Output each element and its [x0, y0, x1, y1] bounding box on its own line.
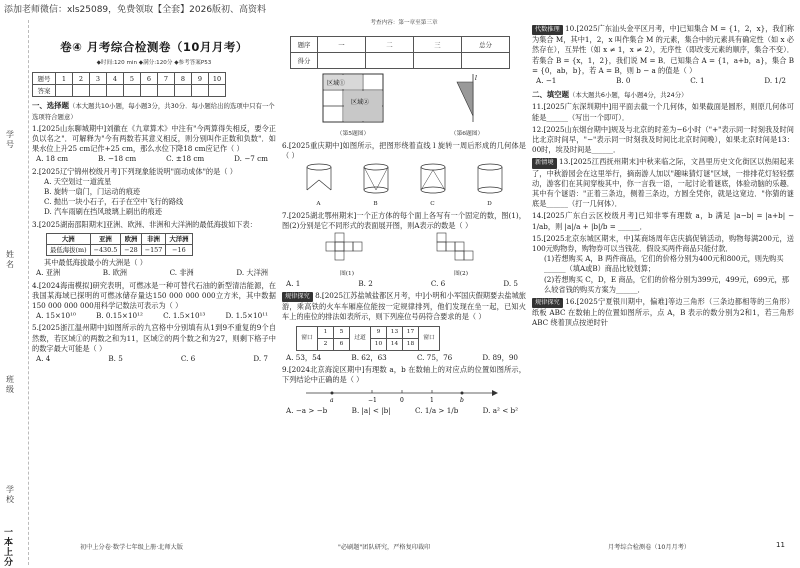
- score-cell[interactable]: [462, 53, 510, 69]
- grid-num: 6: [141, 73, 158, 85]
- answer-cell[interactable]: [141, 85, 158, 97]
- question-13: [532, 157, 794, 209]
- question-15-part1: (1)若想购买 A，B 两件商品，它们的价格分别为400元和800元，则先购买______（填A或B）商品比较划算；: [544, 254, 784, 274]
- option: D. −7 cm: [234, 154, 268, 164]
- option: D. 7: [253, 354, 268, 364]
- figures-5-6: [282, 73, 526, 139]
- score-head: 二: [366, 37, 414, 53]
- option: B. −18 cm: [98, 154, 137, 164]
- option: A. −a > −b: [286, 406, 328, 416]
- option: B. 0: [616, 76, 631, 86]
- option: A. 18 cm: [36, 154, 69, 164]
- option: A. −1: [536, 76, 557, 86]
- option: A. 15×10¹⁰: [36, 311, 76, 321]
- option: C. 1/a > 1/b: [415, 406, 459, 416]
- score-cell[interactable]: [366, 53, 414, 69]
- option: B. 欧洲: [102, 268, 127, 278]
- score-head: 总分: [462, 37, 510, 53]
- grid-num: 8: [175, 73, 192, 85]
- right-page: [532, 18, 794, 548]
- answer-cell[interactable]: [124, 85, 141, 97]
- fig6-caption: （第6题图）: [450, 131, 484, 137]
- question-3-tail: 其中最低海拔最小的大洲是（ ）: [44, 258, 147, 268]
- cube-net-2-figure: [431, 231, 491, 265]
- answer-cell[interactable]: [90, 85, 107, 97]
- question-6: 6.[2025重庆期中]如图所示，把图形绕着直线 l 旋转一周后形成的几何体是（ ）: [282, 141, 526, 161]
- question-3: 3.[2025湖南邵阳期末]亚洲、欧洲、非洲和大洋洲的最低海拔如下表：: [32, 219, 257, 229]
- question-14: 14.[2025广东白云区校级月考]已知非零有理数 a，b 满足 |a−b| = |a+b| − 1/ab，则 |a|/a + |b|/b = ______．: [532, 211, 794, 231]
- nine-grid-figure: [321, 72, 385, 126]
- top-banner: 添加老师微信：xls25089，免费领取【全套】2026版初、高资料: [4, 5, 267, 15]
- q10-options: [532, 76, 794, 86]
- seat-cell: 6: [334, 338, 350, 350]
- q3-options: [32, 268, 276, 278]
- option: D. 5: [503, 278, 518, 288]
- question-4: 4.[2024海南模拟]研究表明，可燃冰是一种可替代石油的新型清洁能源，在我国某海域已探明的可燃冰储存量达150 000 000 000立方米，其中数据150 000 000 000用科学记数法可表示为（ ）: [32, 280, 276, 311]
- option: D. a² < b²: [482, 406, 518, 416]
- option: D. 1/2: [764, 76, 786, 86]
- option: C. 6: [180, 354, 196, 364]
- option: D. 89，90: [482, 352, 518, 362]
- svg-text:l: l: [475, 74, 477, 82]
- seat-table: [296, 326, 440, 351]
- solid-c-figure: [416, 162, 450, 196]
- table-head: 非洲: [141, 233, 166, 244]
- section2-title: [532, 90, 794, 100]
- question-16: [532, 297, 794, 329]
- footer-right: 月考综合检测卷（10月月考）: [608, 544, 691, 551]
- margin-strip: [0, 20, 29, 568]
- solid-label: A: [316, 200, 321, 207]
- option: A. 1: [286, 278, 301, 288]
- option: A. 天空划过一道流星: [44, 176, 112, 186]
- region-2-label: 区域②: [351, 98, 370, 106]
- margin-label-school: 学校: [6, 485, 14, 504]
- axis-label: 1: [430, 397, 434, 404]
- question-1: 1.[2025山东聊城期中]刘徽在《九章算术》中注有"今两算得失相反，要令正负以名之"．可解释为"今有两数若其意义相反，则分别叫作正数和负数"．如果水位上升25 cm记作+25 cm，那么水位下降18 cm应记作（ ）: [32, 123, 276, 154]
- margin-brand: 一本上分: [4, 528, 14, 568]
- grid-num: 10: [209, 73, 226, 85]
- option: B. 62，63: [351, 352, 387, 362]
- question-10-text: 10.[2025广东汕头金平区月考，中]已知集合 M = {1，2，x}，我们称为集合 M，其中1，2，x 叫作集合 M 的元素，集合中的元素具有确定性（如 x 必然存在），互异性（如 x ≠ 1，x ≠ 2），无序性（即改变元素的顺序，集合不变）．若集合 B = {x，1，2}，我们说 M = B．已知集合 A = {1，a+b，a}，集合 B = {0，ab，b}，若 A = B，则 b − a 的值是（ ）: [532, 24, 794, 75]
- seat-cell: 13: [387, 326, 403, 338]
- answer-cell[interactable]: [209, 85, 226, 97]
- q1-options: [32, 154, 276, 164]
- seat-cell: 1: [318, 326, 334, 338]
- section2-note: （本大题共6小题，每小题4分，共24分）: [568, 91, 688, 100]
- section1-heading: 一、选择题: [32, 101, 69, 111]
- left-page: [32, 18, 276, 548]
- option: B. 旋转一扇门，门运动的痕迹: [44, 187, 141, 197]
- score-row-label: 得分: [291, 53, 318, 69]
- seat-cell: 2: [318, 338, 334, 350]
- margin-label-id: 学号: [6, 130, 14, 149]
- answer-cell[interactable]: [107, 85, 124, 97]
- net-label: 图(2): [453, 270, 468, 277]
- q13-tag: 新情境: [532, 158, 557, 168]
- seat-cell: 14: [387, 338, 403, 350]
- option: A. 4: [36, 354, 51, 364]
- axis-label: 0: [400, 397, 404, 404]
- score-head: 一: [318, 37, 366, 53]
- option: C. 6: [430, 278, 446, 288]
- option: C. 75，76: [416, 352, 453, 362]
- grid-num: 2: [73, 73, 90, 85]
- solid-a-figure: [302, 162, 336, 196]
- answer-cell[interactable]: [73, 85, 90, 97]
- question-16-text: 16.[2025宁夏银川期中，偏难]等边三角形（三条边都相等的三角形）纸板 ABC 在数轴上的位置如图所示，点 A，B 表示的数分别为2和1，若三角形 ABC 绕着顶点按逆时针: [532, 297, 794, 328]
- question-8: [282, 291, 526, 323]
- question-2: 2.[2025辽宁锦州校级月考]下列现象能说明"面动成体"的是（ ）: [32, 166, 237, 176]
- q10-tag: 代数推理: [532, 25, 563, 35]
- score-head: 三: [414, 37, 462, 53]
- grid-num: 1: [56, 73, 73, 85]
- region-1-label: 区域①: [327, 79, 346, 87]
- axis-label: −1: [368, 397, 377, 404]
- section1-note: （本大题共10小题，每小题3分，共30分．每小题给出的选项中只有一个选项符合题意）: [32, 102, 275, 121]
- option: D. 1.5×10¹¹: [225, 311, 268, 321]
- answer-cell[interactable]: [158, 85, 175, 97]
- table-head: 欧洲: [121, 233, 142, 244]
- option: B. 2: [358, 278, 373, 288]
- option: B. 0.15×10¹²: [96, 311, 143, 321]
- seat-cell: 9: [371, 326, 387, 338]
- number-line-figure: [302, 385, 502, 403]
- table-head: 大洋洲: [166, 233, 192, 244]
- table-cell: −16: [166, 245, 192, 256]
- q7-options: [282, 279, 526, 289]
- exam-meta: ◆时间:120 min ◆满分:120分 ◆参考答案P53: [96, 60, 212, 67]
- grid-num: 7: [158, 73, 175, 85]
- cube-net-1-figure: [317, 231, 377, 265]
- solid-label: C: [430, 200, 435, 207]
- option: B. |a| < |b|: [351, 406, 391, 416]
- window-label: 窗口: [419, 326, 440, 350]
- q5-options: [32, 354, 276, 364]
- rotation-figure: [447, 72, 487, 126]
- seat-cell: 10: [371, 338, 387, 350]
- solid-b-figure: [359, 162, 393, 196]
- question-8-text: 8.[2025江苏盐城盐都区月考，中]小明和小军国庆假期要去盐城旅游，乘高铁的火车车厢座位能按一定规律排列，他们发现在坐一起，已知火车上的座位的排法如表所示，则下列座位号码符合要求的是（ ）: [282, 291, 526, 322]
- grid-num: 5: [124, 73, 141, 85]
- question-7: 7.[2025湖北鄂州期末]一个正方体的每个面上各写有一个固定的数，图(1)，图(2)分别是它不同形式的表面展开图，则A表示的数是（ ）: [282, 211, 526, 231]
- score-head: 题序: [291, 37, 318, 53]
- question-15: 15.[2025北京东城区期末，中]某商场周年店庆搞促销活动，购物每满200元，送100元购物券，购物券可以当钱花．假设买两件商品只能付款．: [532, 233, 794, 254]
- seat-cell: 5: [334, 326, 350, 338]
- answer-cell[interactable]: [56, 85, 73, 97]
- answer-cell[interactable]: [175, 85, 192, 97]
- table-cell: −157: [141, 245, 166, 256]
- q16-tag: 规律探究: [532, 298, 563, 308]
- section2-heading: 二、填空题: [532, 90, 569, 100]
- middle-page: [282, 18, 526, 548]
- option: A. 亚洲: [36, 268, 61, 278]
- q8-tag: 规律探究: [282, 292, 313, 302]
- option: B. 5: [108, 354, 123, 364]
- question-12: 12.[2025山东烟台期中]规及与北京的时差为−6小时（"+"表示同一时刻我及时间比北京时间早，"−"表示同一时刻我及时间比北京时间晚），如果北京时间是13：00时，埃及时间是______．: [532, 124, 794, 155]
- altitude-table: [46, 233, 193, 256]
- seat-cell: 17: [403, 326, 419, 338]
- option: C. 非洲: [169, 268, 194, 278]
- question-9: 9.[2024北京海淀区期中]有理数 a，b 在数轴上的对应点的位置如图所示，下列结论中正确的是（ ）: [282, 364, 526, 385]
- exam-title: 卷④ 月考综合检测卷（10月月考）: [60, 40, 248, 54]
- footer-left: 初中上分卷·数学七年级上册·北师大版: [80, 544, 183, 551]
- question-11: 11.[2025广东深圳期中]用平面去截一个几何体，如果截面是圆形，则原几何体可能是______（写出一个即可）．: [532, 102, 794, 122]
- table-head: 亚洲: [90, 233, 121, 244]
- question-15-part2: (2)若想购买 C，D，E 商品，它们的价格分别为399元，499元，699元，那么较省钱的购买方案为______．: [544, 274, 789, 294]
- option: D. 汽车雨刷在挡风玻璃上刷出的痕迹: [44, 207, 162, 217]
- margin-label-name: 姓名: [6, 250, 14, 269]
- option: A. 53，54: [286, 352, 322, 362]
- margin-label-class: 班级: [6, 375, 14, 394]
- score-table: [290, 36, 510, 69]
- option: C. 1: [690, 76, 705, 86]
- table-head: 大洲: [47, 233, 91, 244]
- net-label: 图(1): [339, 270, 354, 277]
- grid-num: 9: [192, 73, 209, 85]
- axis-label: b: [460, 397, 464, 404]
- grid-label: 答案: [33, 85, 56, 97]
- option: C. 抛出一块小石子，石子在空中飞行的路线: [44, 197, 184, 207]
- option: C. ±18 cm: [166, 154, 205, 164]
- score-cell[interactable]: [414, 53, 462, 69]
- answer-cell[interactable]: [192, 85, 209, 97]
- question-10: [532, 24, 794, 76]
- question-13-text: 13.[2025江西抚州期末]中秋来临之际，文昌里历史文化街区以热闹起来了，中秋游园会在这里举行，摘南游人加以"趣味猜灯谜"区域，一排排花灯轻轻摆动，游客们在其间穿梭其中，你一言我一语，一起讨论着谜底，体验动脑的乐趣．其中有个谜语："正着三条边，侧着三条边，方圆全凭你，就是这宽边．"你猜的谜底是______（打一几何体）．: [532, 157, 794, 209]
- seat-cell: 18: [403, 338, 419, 350]
- axis-label: a: [330, 397, 334, 404]
- q8-options: [282, 353, 526, 363]
- solid-label: B: [373, 200, 378, 207]
- question-5: 5.[2025浙江温州期中]如图所示的九宫格中分别填有从1到9不重复的9个自然数，若区域①的两数之和为11，区域②的两个数之和为27，则剩下格子中的数字最大可能是（ ）: [32, 323, 276, 353]
- option: C. 1.5×10¹³: [163, 311, 206, 321]
- score-caption: 考查内容：第一章至第三章: [370, 20, 438, 26]
- option: D. 大洋洲: [236, 268, 268, 278]
- section1-title: [32, 101, 276, 121]
- table-cell: −430.5: [90, 245, 121, 256]
- solid-label: D: [487, 200, 492, 207]
- grid-num: 4: [107, 73, 124, 85]
- q6-solids: [282, 162, 526, 209]
- footer-middle: "必刷题"团队研究，严格复印裁印: [338, 544, 431, 551]
- grid-label: 题号: [33, 73, 56, 85]
- window-label: 窗口: [297, 326, 318, 350]
- table-cell: 最低海拔(m): [47, 245, 91, 256]
- score-cell[interactable]: [318, 53, 366, 69]
- table-cell: −28: [121, 245, 142, 256]
- answer-grid: [32, 72, 226, 97]
- solid-d-figure: [473, 162, 507, 196]
- aisle-label: 过道: [350, 326, 371, 350]
- grid-num: 3: [90, 73, 107, 85]
- q9-options: [282, 406, 526, 416]
- q7-nets: [282, 231, 526, 278]
- q4-options: [32, 311, 276, 321]
- page-number: 11: [776, 541, 785, 549]
- fig5-caption: （第5题图）: [336, 131, 370, 137]
